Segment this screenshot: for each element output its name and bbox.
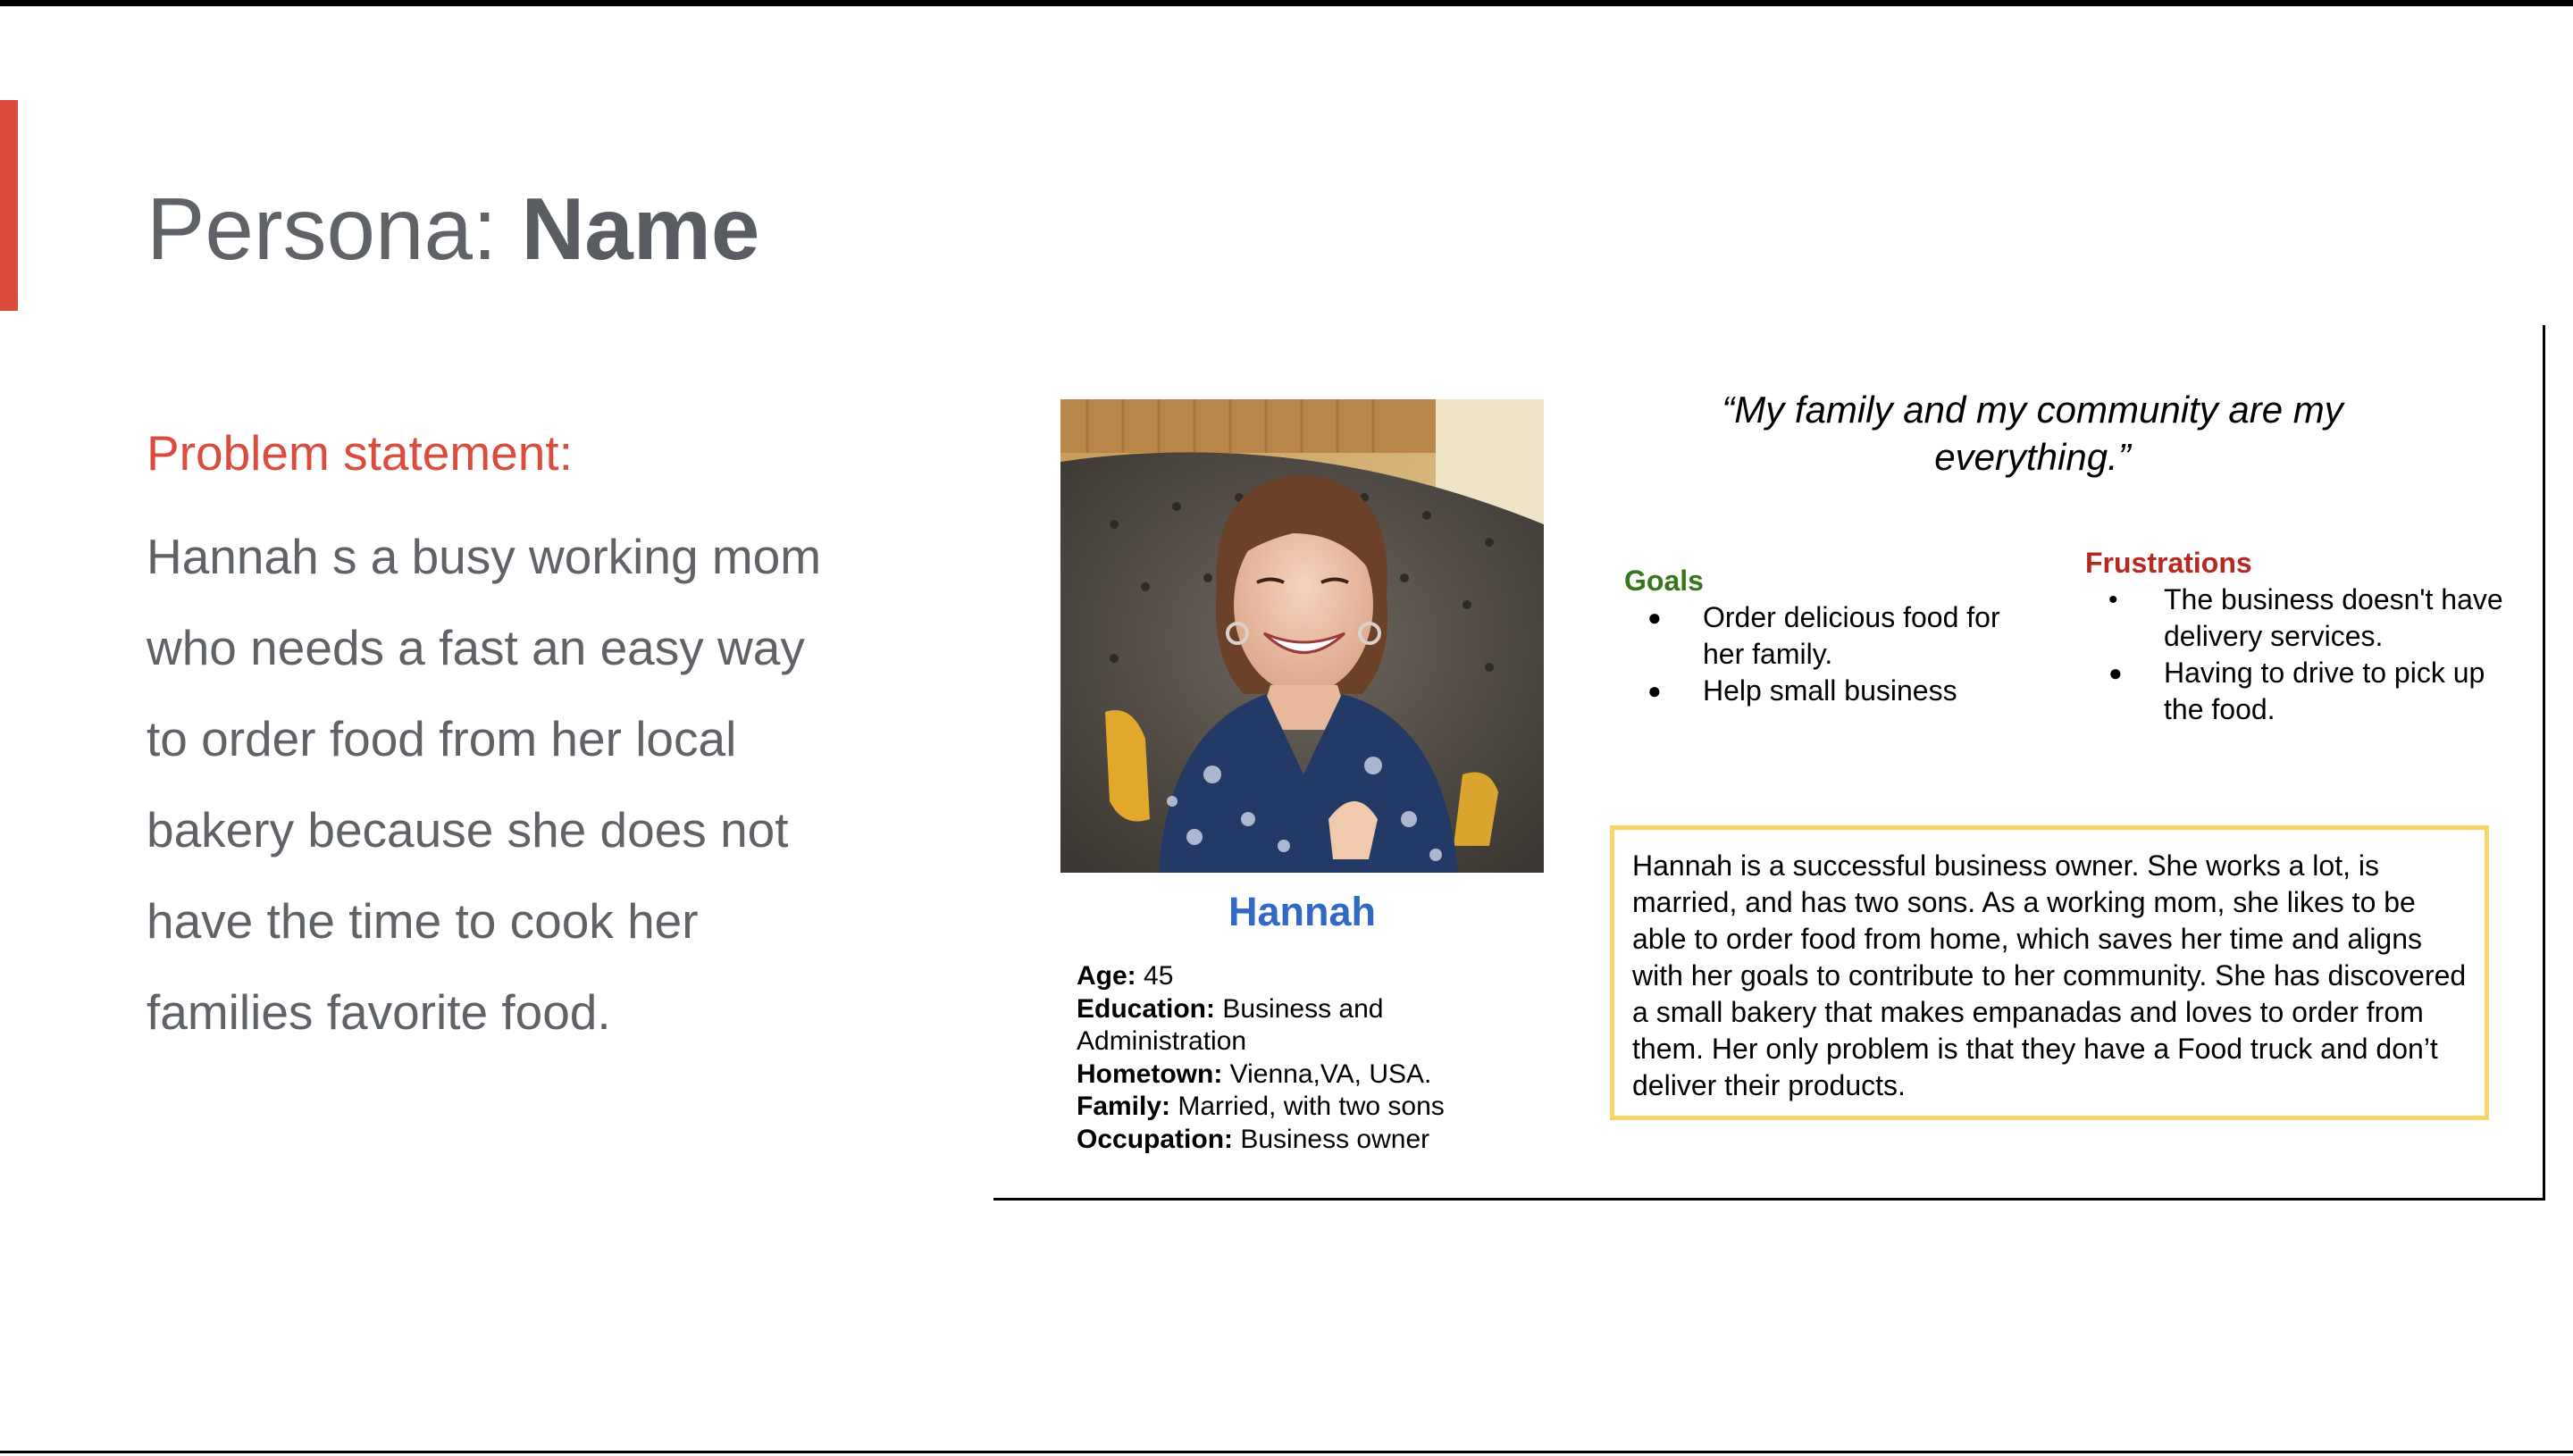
- list-item: ● Having to drive to pick up the food.: [2085, 655, 2505, 728]
- detail-value: Business and Administration: [1077, 993, 1384, 1056]
- title-accent-bar: [0, 100, 18, 311]
- detail-label: Education:: [1077, 993, 1215, 1024]
- title-name: Name: [521, 180, 760, 278]
- detail-hometown: [1077, 1059, 1541, 1092]
- problem-statement-body: Hannah s a busy working mom who needs a fast an easy way to order food from her local bakery because she does not have the time to cook her families favorite food.: [147, 529, 822, 1040]
- detail-label: Hometown:: [1077, 1059, 1223, 1089]
- bottom-border: [0, 1451, 2573, 1453]
- detail-label: Family:: [1077, 1092, 1171, 1121]
- frustrations-heading: Frustrations: [2085, 547, 2252, 579]
- detail-value: Vienna,VA, USA.: [1222, 1059, 1432, 1089]
- list-item: ● Order delicious food for her family.: [1624, 599, 2044, 673]
- title-prefix: Persona:: [147, 180, 522, 278]
- list-item: • The business doesn't have delivery services.: [2085, 582, 2505, 655]
- persona-quote: “My family and my community are my everything.”: [1722, 389, 2343, 478]
- persona-photo: [1060, 399, 1544, 873]
- detail-education: [1077, 993, 1541, 1059]
- detail-label: Age:: [1077, 961, 1136, 991]
- list-item: ● Help small business: [1624, 673, 2044, 709]
- frustrations-list: [2085, 582, 2505, 728]
- persona-details: [1077, 960, 1541, 1156]
- detail-value: 45: [1136, 961, 1174, 991]
- top-border: [0, 0, 2573, 6]
- persona-card-right-border: [2543, 325, 2545, 1201]
- detail-occupation: [1077, 1124, 1541, 1157]
- page-title: [147, 179, 759, 280]
- detail-value: Business owner: [1233, 1124, 1430, 1154]
- goals-list: [1624, 599, 2044, 709]
- persona-bio: Hannah is a successful business owner. She works a lot, is married, and has two sons. As a working mom, she likes to be able to order food from home, which saves her time and aligns with her goals to contribute to her community. She has discovered a small bakery that makes empanadas and loves to order from them. Her only problem is that they have a Food truck and don’t deliver their products.: [1610, 825, 2489, 1120]
- detail-age: [1077, 960, 1541, 993]
- persona-name: Hannah: [1228, 889, 1376, 934]
- persona-card-bottom-border: [993, 1198, 2545, 1201]
- detail-family: [1077, 1091, 1541, 1124]
- goals-heading: Goals: [1624, 565, 1704, 597]
- detail-value: Married, with two sons: [1170, 1092, 1445, 1121]
- problem-statement-heading: Problem statement:: [147, 425, 573, 481]
- detail-label: Occupation:: [1077, 1124, 1234, 1154]
